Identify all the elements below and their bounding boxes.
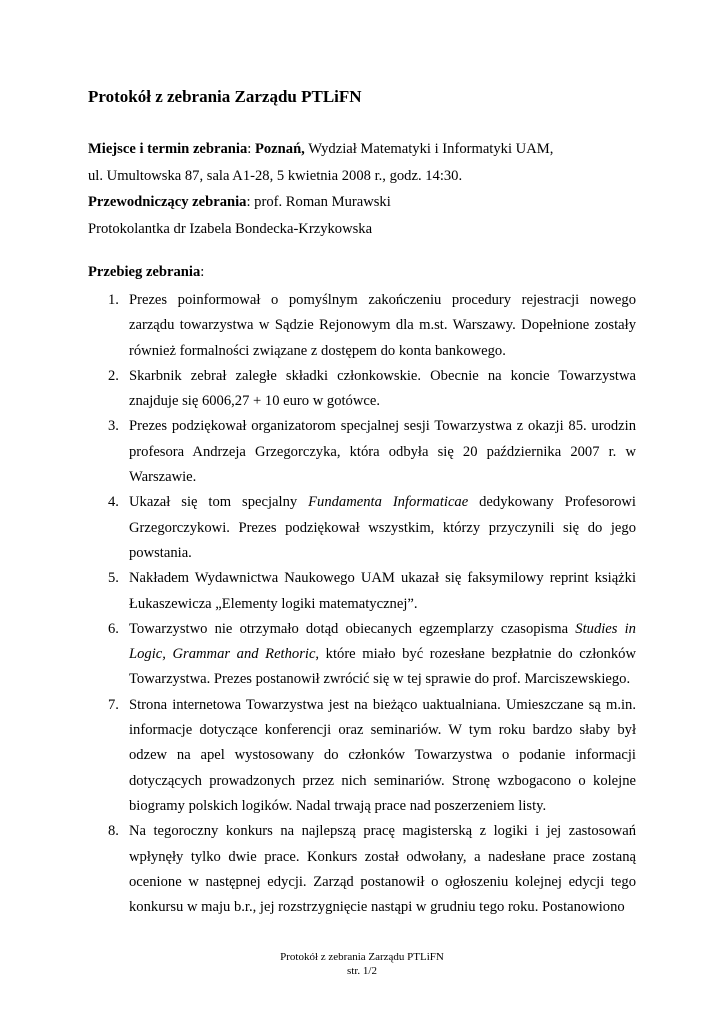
place-text: Wydział Matematyki i Informatyki UAM, xyxy=(304,141,554,157)
chair-line xyxy=(88,189,636,216)
item-number: 3. xyxy=(108,418,119,435)
section-heading xyxy=(88,261,204,283)
chair-label: Przewodniczący zebrania xyxy=(88,194,247,210)
chair-text: : prof. Roman Murawski xyxy=(246,194,391,210)
list-item xyxy=(88,566,636,617)
list-item xyxy=(88,414,636,490)
list-item xyxy=(88,819,636,920)
item-text: Na tegoroczny konkurs na najlepszą pracę magisterską z logiki i jej zastosowań wpłynęły tylko dwie prace. Konkurs został odwołany, a nadesłane prace zostaną ocenione w następnej edycji. Zarząd postanowił o ogłoszeniu kolejnej edycji tego konkursu w maju b.r., jej rozstrzygnięcie nastąpi w grudniu tego roku. Postanowiono xyxy=(129,823,636,916)
recorder-line: Protokolantka dr Izabela Bondecka-Krzykowska xyxy=(88,220,373,237)
list-item xyxy=(88,364,636,415)
item-text: Strona internetowa Towarzystwa jest na bieżąco uaktualniana. Umieszczane są m.in. informacje dotyczące konferencji oraz seminariów. W tym roku bardzo słaby był odzew na apel wystosowany do członków Towarzystwa o podanie informacji dotyczących prowadzonych przez nich seminariów. Stronę wzbogacono o kolejne biogramy polskich logików. Nadal trwają prace nad poszerzeniem listy. xyxy=(129,696,636,814)
item-text-before: Towarzystwo nie otrzymało dotąd obiecanych egzemplarzy czasopisma xyxy=(129,620,576,637)
item-text: Nakładem Wydawnictwa Naukowego UAM ukazał się faksymilowy reprint książki Łukaszewicza „Elementy logiki matematycznej”. xyxy=(129,570,636,612)
section-label: Przebieg zebrania xyxy=(88,264,201,280)
list-item xyxy=(88,617,636,693)
item-text-after: , które miało być rozesłane bezpłatnie do członków Towarzystwa. Prezes postanowił zwrócić się w tej sprawie do prof. Marciszewskiego. xyxy=(129,646,636,688)
list-item xyxy=(88,693,636,819)
place-colon: : xyxy=(247,141,255,157)
place-and-date-line xyxy=(88,136,636,163)
journal-title: Studies in Logic, Grammar and Rethoric xyxy=(129,620,636,663)
item-number: 5. xyxy=(108,570,119,587)
item-text: Prezes podziękował organizatorom specjalnej sesji Towarzystwa z okazji 85. urodzin profesora Andrzeja Grzegorczyka, która odbyła się 20 października 2007 r. w Warszawie. xyxy=(129,418,636,486)
place-city: Poznań, xyxy=(254,141,305,157)
meeting-details xyxy=(88,136,636,242)
section-colon: : xyxy=(200,264,205,280)
list-item xyxy=(88,288,636,364)
list-item xyxy=(88,490,636,566)
place-address-line: ul. Umultowska 87, sala A1-28, 5 kwietnia 2008 r., godz. 14:30. xyxy=(88,167,463,184)
item-number: 1. xyxy=(108,292,119,308)
item-text-before: Ukazał się tom specjalny xyxy=(129,494,309,511)
page-number: str. 1/2 xyxy=(347,965,377,977)
item-number: 2. xyxy=(108,367,119,384)
document-title: Protokół z zebrania Zarządu PTLiFN xyxy=(88,87,362,106)
journal-title: Fundamenta Informaticae xyxy=(308,494,469,511)
item-number: 8. xyxy=(108,823,119,840)
page-footer xyxy=(0,950,724,978)
item-number: 6. xyxy=(108,620,119,637)
item-number: 4. xyxy=(108,494,119,511)
item-text-after: dedykowany Profesorowi Grzegorczykowi. Prezes podziękował wszystkim, którzy przyczynili się do jego powstania. xyxy=(129,494,636,561)
footer-title: Protokół z zebrania Zarządu PTLiFN xyxy=(280,951,444,963)
item-text: Prezes poinformował o pomyślnym zakończeniu procedury rejestracji nowego zarządu towarzystwa w Sądzie Rejonowym dla m.st. Warszawy. Dopełnione zostały również formalności związane z dostępem do konta bankowego. xyxy=(129,292,636,359)
place-label: Miejsce i termin zebrania xyxy=(88,141,248,157)
item-number: 7. xyxy=(108,696,119,713)
agenda-list xyxy=(88,288,636,920)
item-text: Skarbnik zebrał zaległe składki członkowskie. Obecnie na koncie Towarzystwa znajduje się 6006,27 + 10 euro w gotówce. xyxy=(129,367,636,410)
